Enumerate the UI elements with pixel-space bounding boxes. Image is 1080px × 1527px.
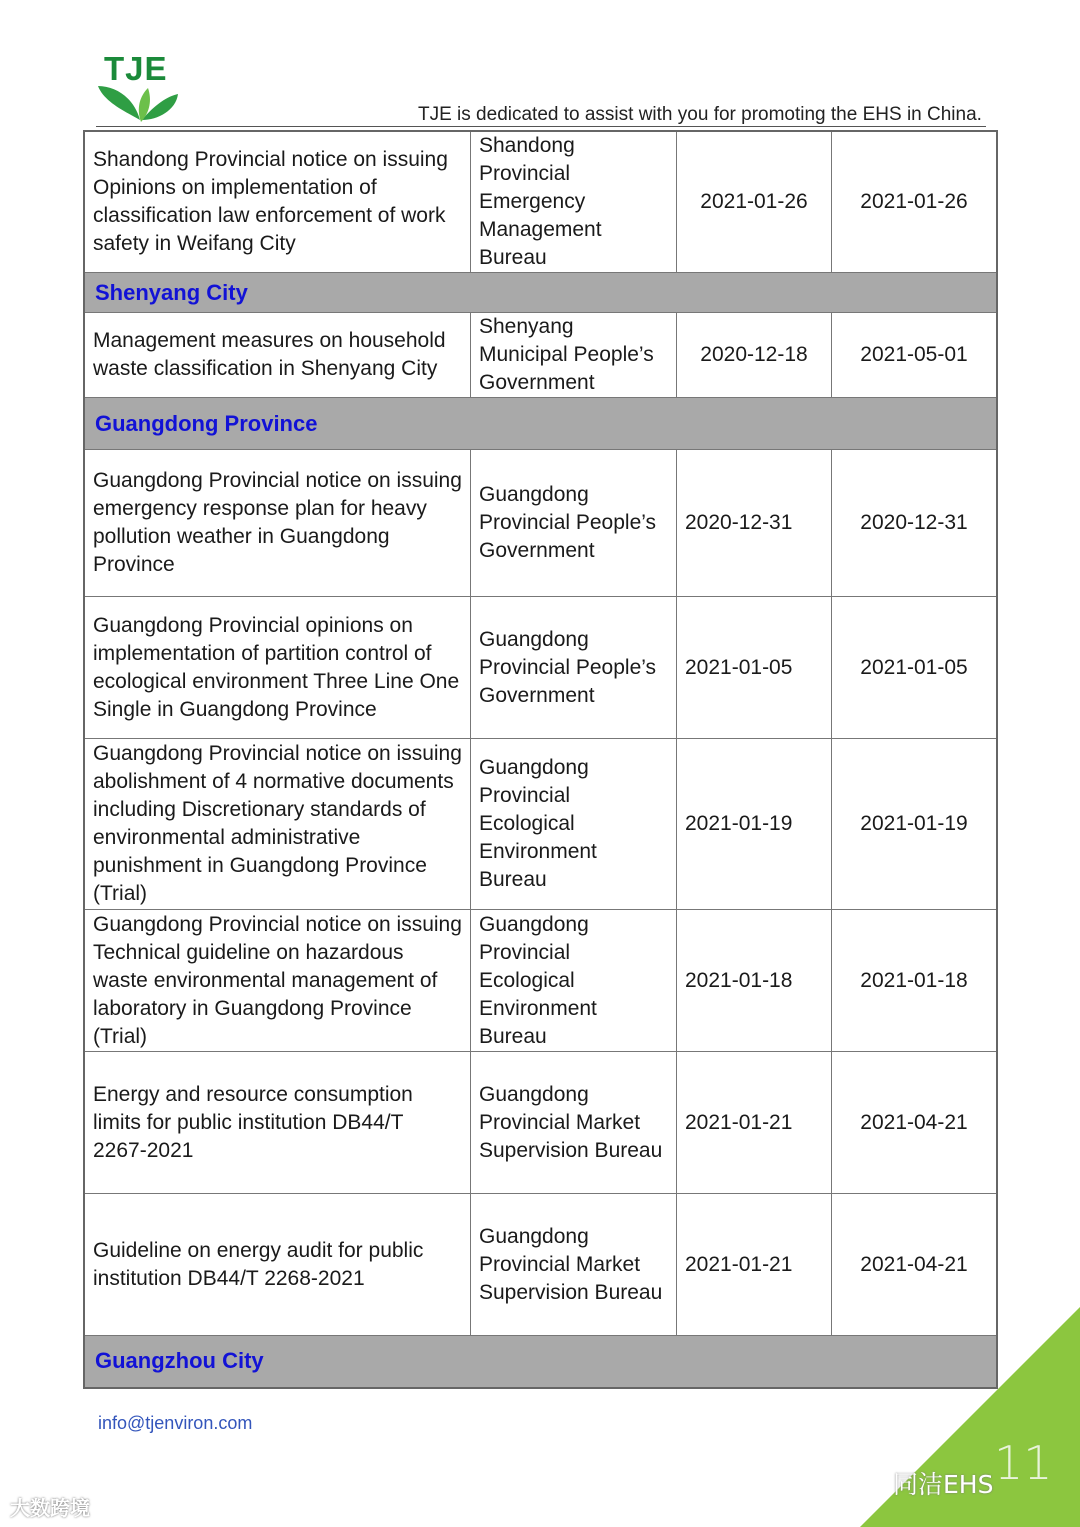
issuing-authority-cell: Guangdong Provincial People’s Government [471, 450, 677, 597]
regulation-title-cell: Management measures on household waste classification in Shenyang City [84, 313, 471, 398]
regulation-title-cell: Guideline on energy audit for public institution DB44/T 2268-2021 [84, 1194, 471, 1336]
header-tagline: TJE is dedicated to assist with you for promoting the EHS in China. [418, 104, 982, 125]
table-row [84, 597, 997, 739]
table-row [84, 1052, 997, 1194]
issuing-authority-cell: Guangdong Provincial Ecological Environment Bureau [471, 739, 677, 910]
issue-date-cell: 2020-12-31 [677, 450, 832, 597]
section-heading: Guangzhou City [84, 1336, 997, 1388]
logo-text: TJE [104, 50, 168, 87]
effective-date-cell: 2021-01-05 [832, 597, 998, 739]
issue-date-cell: 2021-01-21 [677, 1052, 832, 1194]
effective-date-cell: 2021-04-21 [832, 1194, 998, 1336]
regulation-title-cell: Guangdong Provincial notice on issuing abolishment of 4 normative documents including Discretionary standards of environmental administrative punishment in Guangdong Province (Trial) [84, 739, 471, 910]
section-row [84, 398, 997, 450]
section-heading: Guangdong Province [84, 398, 997, 450]
issuing-authority-cell: Guangdong Provincial People’s Government [471, 597, 677, 739]
leaf-logo-icon [96, 50, 186, 125]
table-row [84, 450, 997, 597]
regulation-title-cell: Guangdong Provincial opinions on implementation of partition control of ecological environment Three Line One Single in Guangdong Province [84, 597, 471, 739]
effective-date-cell: 2021-05-01 [832, 313, 998, 398]
regulations-table [83, 130, 998, 1389]
issuing-authority-cell: Shandong Provincial Emergency Management Bureau [471, 131, 677, 273]
issuing-authority-cell: Shenyang Municipal People’s Government [471, 313, 677, 398]
effective-date-cell: 2021-01-18 [832, 910, 998, 1052]
regulation-title-cell: Shandong Provincial notice on issuing Opinions on implementation of classification law enforcement of work safety in Weifang City [84, 131, 471, 273]
tje-logo [96, 50, 186, 125]
page-number: 11 [994, 1436, 1053, 1490]
issue-date-cell: 2021-01-18 [677, 910, 832, 1052]
issue-date-cell: 2021-01-21 [677, 1194, 832, 1336]
effective-date-cell: 2021-01-26 [832, 131, 998, 273]
table-row [84, 313, 997, 398]
header-divider [96, 126, 986, 127]
table-row [84, 131, 997, 273]
section-heading: Shenyang City [84, 273, 997, 313]
effective-date-cell: 2020-12-31 [832, 450, 998, 597]
issue-date-cell: 2021-01-26 [677, 131, 832, 273]
regulation-title-cell: Guangdong Provincial notice on issuing Technical guideline on hazardous waste environmental management of laboratory in Guangdong Province (Trial) [84, 910, 471, 1052]
issue-date-cell: 2020-12-18 [677, 313, 832, 398]
issuing-authority-cell: Guangdong Provincial Market Supervision Bureau [471, 1194, 677, 1336]
issue-date-cell: 2021-01-05 [677, 597, 832, 739]
regulation-title-cell: Energy and resource consumption limits for public institution DB44/T 2267-2021 [84, 1052, 471, 1194]
watermark-left: 大数跨境 [10, 1496, 90, 1520]
footer-email[interactable]: info@tjenviron.com [98, 1413, 253, 1433]
table-row [84, 910, 997, 1052]
issuing-authority-cell: Guangdong Provincial Ecological Environment Bureau [471, 910, 677, 1052]
issuing-authority-cell: Guangdong Provincial Market Supervision Bureau [471, 1052, 677, 1194]
effective-date-cell: 2021-04-21 [832, 1052, 998, 1194]
issue-date-cell: 2021-01-19 [677, 739, 832, 910]
regulation-title-cell: Guangdong Provincial notice on issuing emergency response plan for heavy pollution weather in Guangdong Province [84, 450, 471, 597]
effective-date-cell: 2021-01-19 [832, 739, 998, 910]
table-row [84, 739, 997, 910]
section-row [84, 273, 997, 313]
watermark-right: 同洁EHS [893, 1470, 994, 1499]
